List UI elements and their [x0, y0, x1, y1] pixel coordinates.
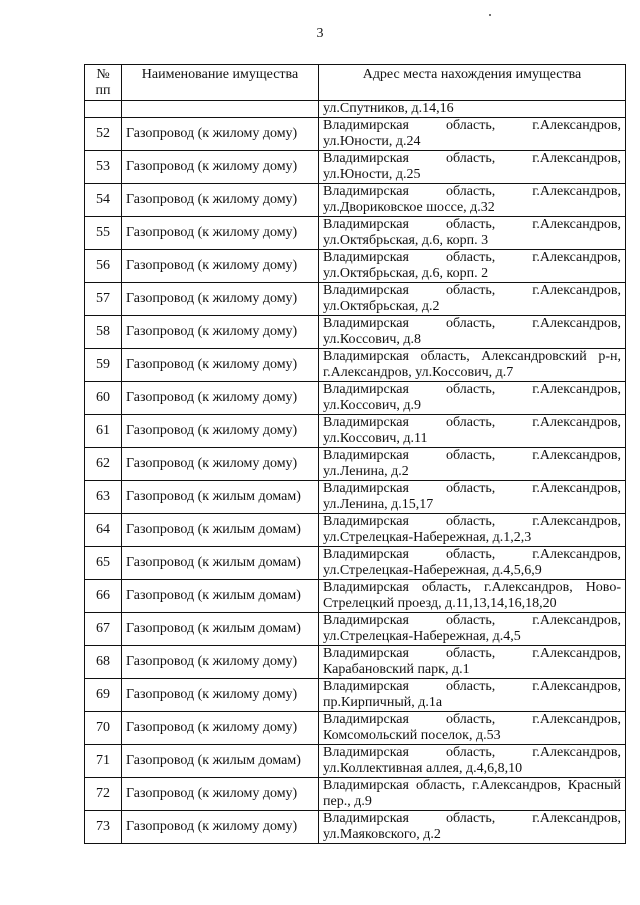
property-address: [319, 382, 626, 415]
address-line-2: ул.Юности, д.25: [323, 167, 421, 182]
property-name: Газопровод (к жилым домам): [122, 481, 319, 514]
table-row: [85, 547, 626, 580]
table-row: [85, 349, 626, 382]
address-line-1: Владимирская область, г.Александров,: [323, 382, 621, 397]
table-row: [85, 448, 626, 481]
table-row: [85, 283, 626, 316]
property-name: Газопровод (к жилому дому): [122, 316, 319, 349]
address-line-2: пер., д.9: [323, 794, 372, 809]
property-registry-table: [84, 64, 626, 844]
address-line-2: ул.Двориковское шоссе, д.32: [323, 200, 495, 215]
row-number: 58: [85, 316, 122, 349]
row-number: 69: [85, 679, 122, 712]
property-name: Газопровод (к жилому дому): [122, 151, 319, 184]
property-address: [319, 679, 626, 712]
property-address: [319, 217, 626, 250]
property-name: Газопровод (к жилым домам): [122, 613, 319, 646]
table-row: [85, 316, 626, 349]
property-address: [319, 184, 626, 217]
scan-dot: [489, 14, 491, 16]
address-line-2: ул.Коссович, д.11: [323, 431, 428, 446]
property-name: Газопровод (к жилому дому): [122, 382, 319, 415]
row-number: 63: [85, 481, 122, 514]
address-line-2: ул.Маяковского, д.2: [323, 827, 441, 842]
property-address: [319, 514, 626, 547]
address-line-1: Владимирская область, г.Александров,: [323, 151, 621, 166]
row-number: 54: [85, 184, 122, 217]
table-row: [85, 613, 626, 646]
property-name: Газопровод (к жилому дому): [122, 250, 319, 283]
row-number: 57: [85, 283, 122, 316]
address-line-2: ул.Коссович, д.8: [323, 332, 422, 347]
address-line-2: г.Александров, ул.Коссович, д.7: [323, 365, 514, 380]
property-name: Газопровод (к жилому дому): [122, 184, 319, 217]
address-line-2: ул.Октябрьская, д.2: [323, 299, 440, 314]
header-number: № пп: [85, 65, 122, 101]
address-line-2: ул.Ленина, д.15,17: [323, 497, 434, 512]
row-number: 64: [85, 514, 122, 547]
property-name: Газопровод (к жилому дому): [122, 283, 319, 316]
table-row: [85, 382, 626, 415]
property-name: Газопровод (к жилому дому): [122, 448, 319, 481]
row-number: 53: [85, 151, 122, 184]
continuation-number: [85, 101, 122, 118]
address-line-1: Владимирская область, г.Александров,: [323, 613, 621, 628]
property-address: [319, 118, 626, 151]
property-address: [319, 580, 626, 613]
property-name: Газопровод (к жилым домам): [122, 547, 319, 580]
table-row: [85, 217, 626, 250]
property-name: Газопровод (к жилому дому): [122, 712, 319, 745]
address-line-1: Владимирская область, г.Александров,: [323, 547, 621, 562]
address-line-1: Владимирская область, г.Александров,: [323, 118, 621, 133]
header-address: Адрес места нахождения имущества: [319, 65, 626, 101]
row-number: 73: [85, 811, 122, 844]
property-name: Газопровод (к жилым домам): [122, 745, 319, 778]
row-number: 60: [85, 382, 122, 415]
address-line-2: ул.Октябрьская, д.6, корп. 2: [323, 266, 489, 281]
row-number: 68: [85, 646, 122, 679]
address-line-1: Владимирская область, г.Александров,: [323, 712, 621, 727]
continuation-address-text: ул.Спутников, д.14,16: [323, 101, 454, 116]
property-address: [319, 250, 626, 283]
address-line-1: Владимирская область, Александровский р-н,: [323, 349, 621, 364]
table-row: [85, 151, 626, 184]
address-line-1: Владимирская область, г.Александров, Ново-: [323, 580, 621, 595]
address-line-1: Владимирская область, г.Александров,: [323, 250, 621, 265]
continuation-name: [122, 101, 319, 118]
table-row: [85, 415, 626, 448]
table-row: [85, 811, 626, 844]
address-line-2: ул.Октябрьская, д.6, корп. 3: [323, 233, 489, 248]
property-address: [319, 778, 626, 811]
address-line-2: ул.Коллективная аллея, д.4,6,8,10: [323, 761, 523, 776]
address-line-1: Владимирская область, г.Александров,: [323, 316, 621, 331]
table-row: [85, 712, 626, 745]
property-name: Газопровод (к жилым домам): [122, 580, 319, 613]
address-line-2: ул.Ленина, д.2: [323, 464, 409, 479]
row-number: 56: [85, 250, 122, 283]
address-line-1: Владимирская область, г.Александров,: [323, 679, 621, 694]
address-line-2: Карабановский парк, д.1: [323, 662, 470, 677]
address-line-2: Комсомольский поселок, д.53: [323, 728, 501, 743]
property-name: Газопровод (к жилому дому): [122, 217, 319, 250]
address-line-1: Владимирская область, г.Александров,: [323, 646, 621, 661]
address-line-1: Владимирская область, г.Александров,: [323, 481, 621, 496]
table-row: [85, 646, 626, 679]
property-name: Газопровод (к жилому дому): [122, 646, 319, 679]
property-address: [319, 481, 626, 514]
address-line-2: Стрелецкий проезд, д.11,13,14,16,18,20: [323, 596, 557, 611]
property-address: [319, 415, 626, 448]
property-address: [319, 151, 626, 184]
property-name: Газопровод (к жилым домам): [122, 514, 319, 547]
address-line-2: ул.Коссович, д.9: [323, 398, 422, 413]
table-row: [85, 679, 626, 712]
address-line-2: ул.Стрелецкая-Набережная, д.4,5: [323, 629, 521, 644]
address-line-1: Владимирская область, г.Александров,: [323, 448, 621, 463]
continuation-address: [319, 101, 626, 118]
address-line-1: Владимирская область, г.Александров,: [323, 184, 621, 199]
property-address: [319, 712, 626, 745]
address-line-2: пр.Кирпичный, д.1а: [323, 695, 443, 710]
page-number: 3: [316, 26, 324, 41]
property-address: [319, 613, 626, 646]
property-name: Газопровод (к жилому дому): [122, 811, 319, 844]
row-number: 66: [85, 580, 122, 613]
address-line-1: Владимирская область, г.Александров,: [323, 811, 621, 826]
row-number: 67: [85, 613, 122, 646]
property-address: [319, 811, 626, 844]
row-number: 71: [85, 745, 122, 778]
table-row: [85, 118, 626, 151]
row-number: 62: [85, 448, 122, 481]
row-number: 52: [85, 118, 122, 151]
table-row: [85, 184, 626, 217]
row-number: 55: [85, 217, 122, 250]
address-line-1: Владимирская область, г.Александров,: [323, 745, 621, 760]
address-line-1: Владимирская область, г.Александров,: [323, 415, 621, 430]
property-address: [319, 283, 626, 316]
property-name: Газопровод (к жилому дому): [122, 679, 319, 712]
table-header-row: [85, 65, 626, 101]
address-line-1: Владимирская область, г.Александров,: [323, 283, 621, 298]
row-number: 65: [85, 547, 122, 580]
table-row: [85, 745, 626, 778]
property-address: [319, 448, 626, 481]
property-address: [319, 646, 626, 679]
row-number: 61: [85, 415, 122, 448]
address-line-2: ул.Юности, д.24: [323, 134, 421, 149]
address-line-1: Владимирская область, г.Александров,: [323, 217, 621, 232]
row-number: 59: [85, 349, 122, 382]
table-row: [85, 481, 626, 514]
table-row: [85, 250, 626, 283]
property-address: [319, 745, 626, 778]
row-number: 72: [85, 778, 122, 811]
address-line-2: ул.Стрелецкая-Набережная, д.4,5,6,9: [323, 563, 542, 578]
address-line-1: Владимирская область, г.Александров,: [323, 514, 621, 529]
header-name: Наименование имущества: [122, 65, 319, 101]
continuation-row: [85, 101, 626, 118]
property-name: Газопровод (к жилому дому): [122, 778, 319, 811]
table-row: [85, 580, 626, 613]
table-row: [85, 514, 626, 547]
property-name: Газопровод (к жилому дому): [122, 118, 319, 151]
property-name: Газопровод (к жилому дому): [122, 415, 319, 448]
property-name: Газопровод (к жилому дому): [122, 349, 319, 382]
address-line-1: Владимирская область, г.Александров, Красный: [323, 778, 621, 793]
address-line-2: ул.Стрелецкая-Набережная, д.1,2,3: [323, 530, 532, 545]
property-address: [319, 547, 626, 580]
table-row: [85, 778, 626, 811]
row-number: 70: [85, 712, 122, 745]
property-address: [319, 349, 626, 382]
property-address: [319, 316, 626, 349]
